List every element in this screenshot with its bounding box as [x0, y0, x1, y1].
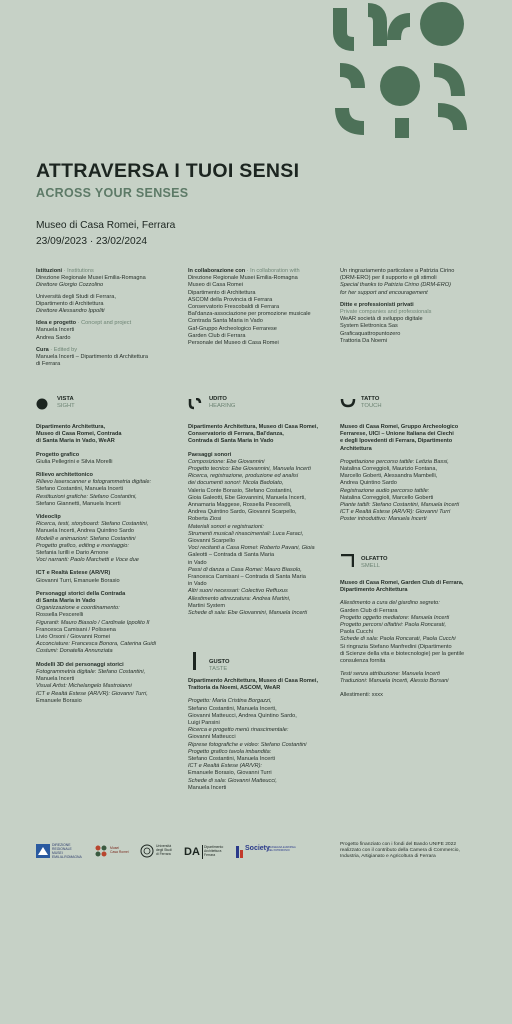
text-line: Allestimenti: xxxx — [340, 691, 383, 698]
text-line: Giovanni Matteucci — [188, 734, 236, 741]
credit-block — [340, 692, 490, 699]
text-line: Museo di Casa Romei — [188, 282, 244, 289]
text-line: Direttore Alessandro Ippoliti — [36, 308, 105, 315]
text-line: Andrea Quintino Sardo, Giovanni Scarpello, — [188, 509, 297, 516]
text-line: di Ferrara — [36, 361, 61, 368]
text-line: Galeotti – Contrada di Santa Maria — [188, 552, 275, 559]
text-line: Luigi Pansini — [188, 720, 220, 727]
credit-block — [340, 580, 490, 594]
venue-info — [36, 218, 175, 250]
text-line: Università degli Studi di Ferrara, — [36, 293, 116, 300]
text-line: for her support and encouragement — [340, 289, 428, 296]
text-line: Ricerca e progetto menù rinascimentale: — [188, 727, 289, 734]
text-line: Giovanni Matteucci, Andrea Quintino Sardo, — [188, 712, 297, 719]
text-line: Stefano Giannetti, Manuela Incerti — [36, 500, 121, 507]
logo-text: Musei — [110, 846, 120, 850]
text-line: Riprese fotografiche e video: Stefano Costantini — [188, 741, 307, 748]
text-line: Modelli 3D dei personaggi storici — [36, 661, 124, 668]
text-line: Francesca Camisani – Contrada di Santa Maria — [188, 574, 306, 581]
tatto-credits — [340, 424, 490, 524]
text-line: Costumi: Donatella Annunziata — [36, 648, 113, 655]
credit-block — [36, 514, 176, 564]
eye-icon — [36, 398, 48, 410]
text-line: Architettura — [340, 445, 372, 452]
text-line: Dipartimento Architettura, Museo di Casa Romei, — [188, 424, 319, 430]
logo-text: MUSEI — [52, 851, 63, 855]
credit-block — [340, 600, 490, 665]
text-line: Natalina Correggioli, Maurizio Fontana, — [340, 466, 438, 473]
text-line: Conservatorio Frescobaldi di Ferrara — [188, 304, 280, 311]
text-line: Trattoria Da Noemi — [340, 337, 388, 344]
drm-logo-icon — [36, 844, 50, 858]
text-line: Progetto tecnico: Ebe Giovannini, Manuela Incerti — [188, 466, 311, 473]
text-line: Registrazione audio percorso tattile: — [340, 487, 430, 494]
text-line: Schede di sala: Paola Roncarati, Paola Cucchi — [340, 636, 456, 643]
text-line: Direzione Regionale Musei Emilia-Romagna — [188, 275, 298, 282]
logo-dipartimento: DA Dipartimento Architettura Ferrara — [184, 845, 224, 858]
section-vista — [36, 396, 176, 711]
logo-drm — [36, 842, 88, 864]
funding-note — [340, 842, 490, 861]
credit-block — [36, 662, 176, 705]
text-line: Annamaria Maggese, Rossella Pescerelli, — [188, 502, 292, 509]
text-line: Livio Orsoni / Giovanni Romei — [36, 634, 110, 641]
text-line: Giovanni Scarpello — [188, 538, 235, 545]
credit-block — [340, 671, 490, 685]
logo-text: Ferrara — [204, 853, 216, 857]
cura-block: Cura · Edited by Manuela Incerti – Dipartimento di Architettura di Ferrara — [36, 347, 176, 369]
text-line: Industria, Artigianato e Agricoltura di Ferrara — [340, 854, 436, 860]
text-line: Trattoria da Noemi, ASCOM, WeAR — [188, 685, 281, 692]
text-line: Dipartimento Architettura, — [36, 424, 106, 430]
text-line: Bal'danza-associazione per promozione musicale — [188, 311, 311, 318]
section-olfatto — [340, 552, 490, 705]
section-udito — [188, 396, 333, 623]
text-line: Materiali sonori e registrazioni: — [188, 523, 264, 530]
text-line: ICT e Realtà Estese (AR/VR): Giovanni Turri — [340, 509, 451, 516]
credit-block — [340, 424, 490, 453]
text-line: Videoclip — [36, 514, 61, 521]
text-line: Allestimento attrezzatura: Andrea Martini, — [188, 595, 291, 602]
text-line: Progetto: Maria Cristina Borgazzi, — [188, 698, 272, 705]
text-line: Organizzazione e coordinamento: — [36, 605, 120, 612]
touch-icon — [340, 398, 356, 408]
logo-text: DIREZIONE — [52, 843, 71, 847]
logo-text: DEL PATRIMONIO — [268, 849, 290, 853]
text-line: Natalina Correggioli, Marcello Goberti — [340, 494, 434, 501]
text-line: Direzione Regionale Musei Emilia-Romagna — [36, 275, 146, 282]
text-line: Andrea Sardo — [36, 334, 71, 341]
text-line: Stefano Costantini, Manuela Incerti, — [188, 705, 277, 712]
gusto-header: GUSTO TASTE — [188, 650, 333, 672]
text-line: ICT e Realtà Estese (AR/VR): Giovanni Turri, — [36, 690, 148, 697]
text-line: Voci recitanti a Casa Romei: Roberto Pavani, Gioia — [188, 545, 315, 552]
logo-text: EMILIA-ROMAGNA — [52, 855, 82, 859]
gusto-credits — [188, 678, 333, 792]
text-line: Conservatorio di Ferrara, Bal'danza, — [188, 431, 284, 438]
collab-list — [188, 275, 333, 347]
logo-casa-romei — [94, 842, 134, 864]
text-line: Personaggi storici della Contrada — [36, 590, 126, 597]
text-line: Manuela Incerti — [188, 784, 227, 791]
text-line: Acconciature: Francesca Bonora, Caterina Guidi — [36, 641, 157, 648]
istituzioni-block: Istituzioni · Institutions Direzione Regionale Musei Emilia-Romagna Direttore Giorgio Cozzolino Università degli Studi di Ferrara, Dipartimento di Architettura Direttore Alessandro Ippoliti — [36, 268, 176, 315]
text-line: Figuranti: Mauro Biasolo / Cardinale Ippolito II — [36, 619, 150, 626]
text-line: Graficaquattropuntozero — [340, 330, 401, 337]
udito-credits — [188, 424, 333, 617]
text-line: Manuela Incerti – Dipartimento di Architettura — [36, 354, 148, 361]
section-tatto — [340, 396, 490, 530]
text-line: Traduzioni: Manuela Incerti, Alessio Borsani — [340, 678, 449, 685]
text-line: Marcello Goberti, Alessandra Mambelli, — [340, 473, 438, 480]
text-line: Fotogrammetria digitale: Stefano Costantini, — [36, 668, 146, 675]
text-line: Visual Artist: Michelangelo Mastroianni — [36, 683, 132, 690]
page-subtitle: ACROSS YOUR SENSES — [36, 186, 189, 200]
society-logo-icon — [236, 846, 244, 858]
text-line: Testi senza attribuzione: Manuela Incerti — [340, 671, 440, 678]
logo-text: Dipartimento — [204, 845, 224, 849]
credit-block — [36, 570, 176, 584]
credit-block — [36, 452, 176, 466]
text-line: Progetto grafico tavola imbandita: — [188, 748, 272, 755]
text-line: Schede di sala: Ebe Giovannini, Manuela Incerti — [188, 610, 308, 617]
text-line: Giulia Pellegrini e Silvia Morelli — [36, 458, 113, 465]
text-line: Allestimento a cura del giardino segreto: — [340, 600, 440, 607]
text-line: Roberta Ziosi — [188, 516, 222, 523]
text-line: Francesca Camisani / Polissena — [36, 626, 116, 633]
text-line: Stefania Iurilli e Dario Arnone — [36, 550, 109, 557]
text-line: in Vado — [188, 581, 207, 588]
credit-block — [188, 424, 333, 446]
text-line: Ferrarese, UICI – Unione Italiana dei Ciechi — [340, 431, 454, 438]
page-title: ATTRAVERSA I TUOI SENSI — [36, 160, 300, 182]
text-line: Strumenti musicali rinascimentali: Luca Faraci, — [188, 530, 304, 537]
text-line: Poster introduttivo: Manuela Incerti — [340, 516, 427, 523]
text-line: Ricerca, testi, storyboard: Stefano Costantini, — [36, 521, 149, 528]
credit-block — [340, 459, 490, 524]
venue-name: Museo di Casa Romei, Ferrara — [36, 220, 176, 231]
text-line: Manuela Incerti, Andrea Quintino Sardo — [36, 528, 134, 535]
credits-column-3: Un ringraziamento particolare a Patrizia Cirino (DRM-ERO) per il supporto e gli stimoli Special thanks to Patrizia Cirino (DRM-ERO) for her support and encouragement Ditte e professionisti privati Private companies and professionals WeAR società di sviluppo digitale System Elettronica Sas Graficaquattropuntozero Trattoria Da Noemi — [340, 268, 490, 345]
text-line: Altri suoni necessari: Colectivo Reffuxus — [188, 588, 288, 595]
text-line: Rilievo laserscanner e fotogrammetria digitale: — [36, 479, 152, 486]
credit-block — [188, 698, 333, 792]
text-line: Museo di Casa Romei, Gruppo Archeologico — [340, 424, 459, 430]
text-line: Emanuele Borasio — [36, 697, 82, 704]
vista-header: VISTA SIGHT — [36, 396, 176, 418]
text-line: Piante tattili: Stefano Costantini, Manuela Incerti — [340, 502, 460, 509]
text-line: Manuela Incerti — [36, 676, 75, 683]
venue-dates: 23/09/2023 · 23/02/2024 — [36, 236, 148, 247]
text-line: Un ringraziamento particolare a Patrizia Cirino — [340, 268, 455, 274]
credit-block — [36, 424, 176, 446]
text-line: Rossella Pescerelli — [36, 612, 84, 619]
olfatto-header: OLFATTO SMELL — [340, 552, 490, 574]
text-line: Emanuele Borasio, Giovanni Turri — [188, 770, 272, 777]
text-line: Voci narranti: Paolo Marchetti e Voce due — [36, 557, 139, 564]
smell-icon — [340, 554, 354, 568]
text-line: Giovanni Turri, Emanuele Borasio — [36, 577, 120, 584]
text-line: ICT e Realtà Estese (AR/VR) — [36, 570, 111, 577]
ear-icon — [188, 398, 202, 410]
text-line: Contrada di Santa Maria in Vado — [188, 438, 274, 445]
logo-text: Architettura — [204, 849, 222, 853]
text-line: Andrea Quintino Sardo — [340, 480, 397, 487]
text-line: Garden Club di Ferrara — [188, 332, 246, 339]
idea-list — [36, 327, 176, 341]
casa-romei-logo-icon — [94, 844, 108, 858]
text-line: Dipartimento Architettura — [340, 587, 408, 594]
text-line: di Santa Maria in Vado, WeAR — [36, 438, 115, 445]
logo-text: di Ferrara — [156, 852, 171, 856]
text-line: Martini System — [188, 602, 225, 609]
text-line: e degli Ipovedenti di Ferrara, Dipartimento — [340, 438, 453, 445]
text-line: Stefano Costantini, Manuela Incerti — [36, 486, 124, 493]
text-line: Progetto grafico, editing e montaggio: — [36, 542, 129, 549]
text-line: Modelli e animazioni: Stefano Costantini — [36, 535, 136, 542]
udito-header: UDITO HEARING — [188, 396, 333, 418]
text-line: Stefano Costantini, Manuela Incerti — [188, 756, 276, 763]
text-line: Personale del Museo di Casa Romei — [188, 340, 279, 347]
credits-column-1 — [36, 268, 176, 373]
text-line: Dipartimento Architettura, Museo di Casa Romei, — [188, 678, 319, 684]
text-line: Restituzioni grafiche: Stefano Costantini, — [36, 493, 137, 500]
decorative-shapes — [330, 0, 480, 140]
text-line: Si ringrazia Stefano Manfredini (Dipartimento — [340, 643, 452, 650]
section-gusto — [188, 650, 333, 798]
text-line: Passi di danza a Casa Romei: Mauro Biasolo, — [188, 566, 302, 573]
text-line: di Scienze della vita e biotecnologie) per la gentile — [340, 650, 465, 657]
text-line: Progetto finanziato con i fondi del Bando UNIFE 2022 — [340, 842, 457, 847]
text-line: consulenza fornita — [340, 658, 386, 665]
text-line: Gaf-Gruppo Archeologico Ferrarese — [188, 325, 277, 332]
text-line: dei documenti sonori: Nicola Badolato, — [188, 480, 284, 487]
text-line: Progettazione percorso tattile: Letizia Bassi, — [340, 458, 449, 465]
taste-icon — [188, 652, 200, 670]
text-line: (DRM-ERO) per il supporto e gli stimoli — [340, 275, 437, 282]
credit-block — [36, 591, 176, 656]
logo-text: RASSEGNA EUROPEA — [268, 846, 296, 849]
vista-credits — [36, 424, 176, 705]
text-line: Valeria Conte Borasio, Stefano Costantini, — [188, 487, 293, 494]
text-line: Museo di Casa Romei, Contrada — [36, 431, 122, 438]
credit-block — [36, 472, 176, 508]
text-line: Progetto oggetto mediatore: Manuela Incerti — [340, 614, 450, 621]
text-line: Ricerca, registrazione, produzione ed analisi — [188, 473, 299, 480]
istituzioni-list — [36, 275, 176, 315]
logo-society: Society RASSEGNA EUROPEA DEL PATRIMONIO — [236, 842, 296, 864]
text-line: Museo di Casa Romei, Garden Club di Ferrara, — [340, 580, 464, 586]
olfatto-credits — [340, 580, 490, 699]
text-line: Schede di sala: Giovanni Matteucci, — [188, 777, 277, 784]
logo-text: degli Studi — [156, 848, 172, 852]
credit-block — [188, 678, 333, 692]
idea-block: Idea e progetto · Concept and project Manuela Incerti Andrea Sardo — [36, 320, 176, 342]
text-line: Manuela Incerti — [36, 327, 75, 334]
thanks-text — [340, 268, 490, 297]
credits-column-2: In collaborazione con · In collaboration with Direzione Regionale Musei Emilia-Romagna Museo di Casa Romei Dipartimento di Architettura ASCOM della Provincia di Ferrara Conservatorio Frescobaldi di Ferrara Bal'danza-associazione per promozione musicale Contrada Santa Maria in Vado Gaf-Gruppo Archeologico Ferrarese Garden Club di Ferrara Personale del Museo di Casa Romei — [188, 268, 333, 347]
text-line: Paesaggi sonori — [188, 451, 232, 458]
text-line: di Santa Maria in Vado — [36, 598, 96, 605]
logo-text: REGIONALE — [52, 847, 72, 851]
credit-block — [188, 452, 333, 618]
text-line: Garden Club di Ferrara — [340, 607, 398, 614]
text-line: ASCOM della Provincia di Ferrara — [188, 296, 273, 303]
text-line: ICT e Realtà Estese (AR/VR): — [188, 763, 262, 770]
ditte-list — [340, 316, 490, 345]
logo-text: Università — [156, 844, 172, 848]
text-line: Rilievo architettonico — [36, 472, 93, 479]
text-line: Dipartimento di Architettura — [188, 289, 256, 296]
text-line: Composizione: Ebe Giovannini — [188, 458, 265, 465]
text-line: in Vado — [188, 559, 207, 566]
text-line: System Elettronica Sas — [340, 323, 398, 330]
text-line: Gioia Galeotti, Ebe Giovannini, Manuela Incerti, — [188, 494, 306, 501]
unife-seal-icon — [140, 844, 154, 858]
text-line: Special thanks to Patrizia Cirino (DRM-ERO) — [340, 282, 451, 289]
text-line: Progetto percorsi olfattivi: Paola Roncarati, — [340, 622, 447, 629]
text-line: realizzato con il contributo della Camera di Commercio, — [340, 848, 460, 854]
cura-list — [36, 354, 176, 368]
logo-unife — [140, 842, 182, 864]
text-line: Progetto grafico — [36, 451, 80, 458]
logo-text: Casa Romei — [110, 850, 129, 854]
text-line: Paola Cucchi — [340, 629, 373, 636]
text-line: WeAR società di sviluppo digitale — [340, 316, 423, 323]
tatto-header: TATTO TOUCH — [340, 396, 490, 418]
text-line: Direttore Giorgio Cozzolino — [36, 282, 104, 289]
partner-logos — [36, 842, 296, 864]
text-line: Dipartimento di Architettura — [36, 300, 104, 307]
text-line: Contrada Santa Maria in Vado — [188, 318, 263, 325]
